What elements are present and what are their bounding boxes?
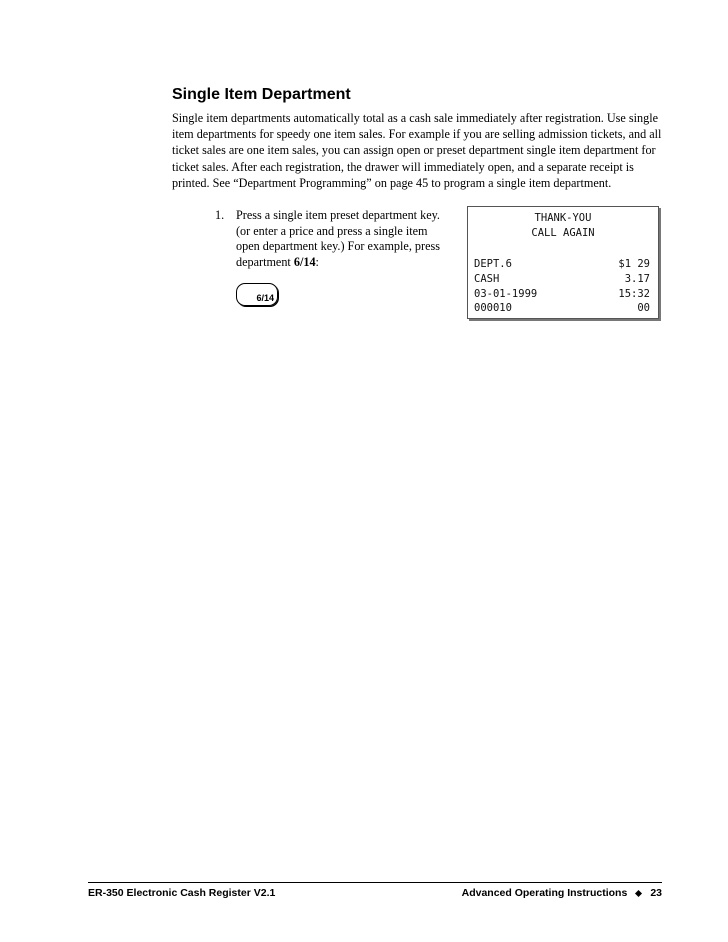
receipt-row-date: [474, 288, 650, 300]
receipt-sample: [467, 206, 659, 319]
department-key-6-14: [236, 283, 278, 306]
footer-chapter: [462, 887, 662, 899]
footer-manual-title: ER-350 Electronic Cash Register V2.1: [88, 887, 276, 899]
step-text-before: Press a single item preset department key. (or enter a price and press a single item open department key.) For example, press department: [236, 208, 440, 269]
receipt-row-cash: [474, 273, 650, 285]
receipt-row-value: 00: [637, 302, 650, 314]
receipt-row-label: CASH: [474, 273, 500, 285]
section-title: Single Item Department: [172, 86, 351, 103]
receipt-row-label: 03-01-1999: [474, 288, 538, 300]
step-text-after: :: [315, 254, 319, 269]
bullet-icon: [635, 889, 642, 896]
key-label: 6/14: [256, 293, 274, 303]
step-instruction: [236, 208, 452, 270]
receipt-row-label: 000010: [474, 302, 512, 314]
footer-chapter-title: Advanced Operating Instructions: [461, 887, 628, 899]
receipt-row-value: $1 29: [618, 258, 650, 270]
receipt-thank-you: THANK-YOU: [534, 212, 592, 224]
receipt-row-value: 3.17: [624, 273, 650, 285]
step-number: 1.: [215, 208, 225, 222]
receipt-call-again: CALL AGAIN: [531, 227, 595, 239]
page-number: 23: [650, 887, 662, 899]
receipt-row-value: 15:32: [618, 288, 650, 300]
receipt-row-number: [474, 302, 650, 314]
receipt-row-label: DEPT.6: [474, 258, 512, 270]
footer-divider: [88, 882, 662, 883]
receipt-row-dept: [474, 258, 650, 270]
intro-paragraph: Single item departments automatically total as a cash sale immediately after registration. Use single item departments for speedy one item sales. For example if you are selling admission tickets, and all ticket sales are one item sales, you can assign open or preset department single item department for ticket sales. After each registration, the drawer will immediately open, and a separate receipt is printed. See “Department Programming” on page 45 to program a single item department.: [172, 111, 662, 190]
step-key-name: 6/14: [293, 254, 316, 269]
